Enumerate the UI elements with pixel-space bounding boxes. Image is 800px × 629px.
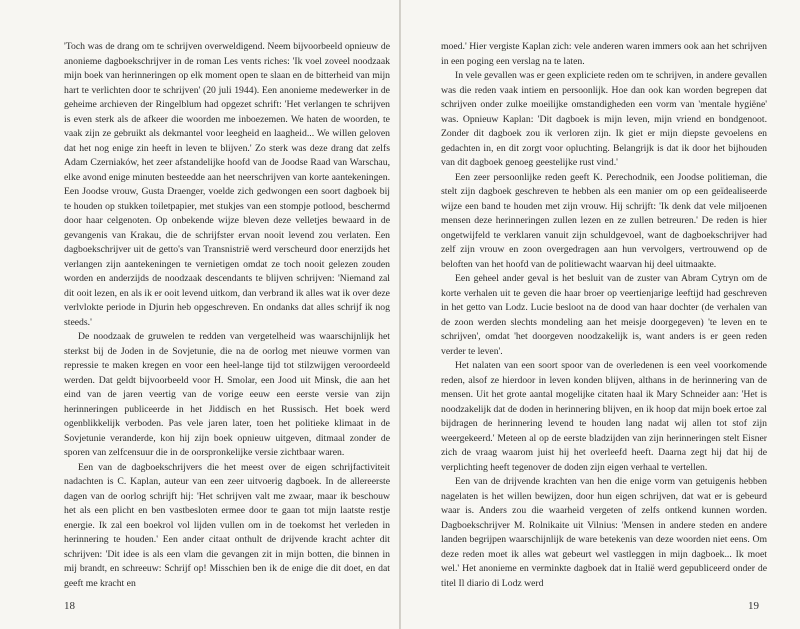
right-page-number: 19 <box>748 600 759 612</box>
right-paragraph-4: Een geheel ander geval is het besluit van de zuster van Abram Cytryn om de korte verhalen uit te geven die haar broer op veertienjarige leeftijd had geschreven in het getto van Lodz. Lucie besloot na de dood van haar dochter (de verhalen van de zoon werden slechts mondeling aan het meisje doorgegeven) 'te leven en te schrijven', omdat 'het doorgeven noodzakelijk is, want anders is er geen reden verder te leven'. <box>441 273 767 357</box>
left-page-number: 18 <box>64 600 75 612</box>
right-paragraph-6: Een van de drijvende krachten van hen die enige vorm van getuigenis hebben nagelaten is het willen bewijzen, door hun eigen schrijven, dat wat er is gebeurd waar is. Anders zou die waarheid vergeten of zelfs ontkend kunnen worden. Dagboekschrijver M. Rolnikaite uit Vilnius: 'Mensen in andere steden en andere landen begrijpen waarschijnlijk de ware betekenis van deze woorden niet eens. Om deze reden moet ik alles wat gebeurt wel vastleggen in mijn dagboek... Ik moet wel.' Het anonieme en verminkte dagboek dat in Italië werd gepubliceerd onder de titel Il diario di Lodz werd <box>441 476 767 589</box>
left-page <box>64 40 390 591</box>
book-gutter <box>399 0 401 629</box>
right-paragraph-2: In vele gevallen was er geen expliciete reden om te schrijven, in andere gevallen was die reden vaak intiem en persoonlijk. Hoe dan ook kan worden begrepen dat schrijven onder zulke moeilijke omstandigheden een vorm van 'mentale hygiëne' was. Opnieuw Kaplan: 'Dit dagboek is mijn leven, mijn vriend en bondgenoot. Zonder dit dagboek zou ik verloren zijn. Ik giet er mijn diepste gevoelens en gedachten in, en dit zorgt voor opluchting. Belangrijk is dat ik door het bijhouden van dit dagboek genoeg geestelijke rust vind.' <box>441 70 768 168</box>
left-paragraph-3: Een van de dagboekschrijvers die het meest over de eigen schrijfactiviteit nadachten is C. Kaplan, auteur van een zeer uitvoerig dagboek. In de allereerste dagen van de oorlog schrijft hij: 'Het schrijven valt me zwaar, maar ik beschouw het als een plicht en ben vastbesloten ermee door te gaan tot mijn laatste restje energie. Ik zal een boekrol vol lijden vullen om in de toekomst het verleden in herinnering te houden.' Een ander citaat onthult de drijvende kracht achter dit schrijven: 'Dit idee is als een vlam die gevangen zit in mijn botten, die binnen in mij brandt, en schreeuw: Schrijf op! Misschien ben ik de enige die dit doet, en dat geeft me kracht en <box>64 461 390 589</box>
left-paragraph-2: De noodzaak de gruwelen te redden van vergetelheid was waarschijnlijk het sterkst bij de Joden in de Sovjetunie, die na de oorlog met nieuwe vormen van repressie te maken kregen en voor een heel-lange tijd tot stilzwijgen veroordeeld werden. Dat geldt bijvoorbeeld voor H. Smolar, een Jood uit Minsk, die aan het eind van de jaren veertig van de vorige eeuw een eerste versie van zijn herinneringen publiceerde in het Jiddisch en het Russisch. Het boek werd ogenblikkelijk verboden. Pas vele jaren later, toen het politieke klimaat in de Sovjetunie veranderde, kon hij zijn boek opnieuw uitgeven, ditmaal zonder de sporen van zelfcensuur die in de oorspronkelijke versie zichtbaar waren. <box>64 331 390 458</box>
left-paragraph-1: 'Toch was de drang om te schrijven overweldigend. Neem bijvoorbeeld opnieuw de anonieme dagboekschrijver in de roman Les vents riches: 'Ik voel zoveel noodzaak mijn boek van herinneringen op elk moment open te slaan en de bitterheid van mijn hart te verlichten door te schrijven' (20 juli 1944). Een anonieme medewerker in de geheime archieven der Ringelblum had opgezet schrift: 'Het verlangen te schrijven is even sterk als de afkeer die woorden me inboezemen. We haten de woorden, te vaak zijn ze gebruikt als dekmantel voor leegheid en laagheid... We willen geloven dat het nog enige zin heeft in leven te blijven.' Zo sterk was deze drang dat zelfs Adam Czerniaków, het zeer afstandelijke hoofd van de Joodse Raad van Warschau, elke avond enige minuten besteedde aan het neerschrijven van korte aantekeningen. Een Joodse vrouw, Gusta Draenger, voelde zich gedwongen een soort dagboek bij te houden op stukken toiletpapier, met stukjes van een stompje potlood, beschermd door haar celgenoten. Op onbekende wijze bleven deze velletjes bewaard in de gevangenis van Krakau, die de schrijfster ervan nooit levend zou verlaten. Een dagboekschrijver uit de getto's van Transnistrië werd verscheurd door enerzijds het verlangen zijn aantekeningen te vernietigen omdat ze toch nooit gelezen zouden worden en anderzijds de noodzaak descendants te blijven schrijven: 'Niemand zal dit ooit lezen, en als ik er ooit levend uitkom, dan verbrand ik alles wat ik over deze verlvlokte periode in Djurin heb opgeschreven. En ondanks dat alles schrijf ik nog steeds.' <box>64 41 390 328</box>
right-paragraph-1: moed.' Hier vergiste Kaplan zich: vele anderen waren immers ook aan het schrijven in een poging een verslag na te laten. <box>441 41 767 67</box>
right-page <box>441 40 767 591</box>
right-paragraph-3: Een zeer persoonlijke reden geeft K. Perechodnik, een Joodse politieman, die stelt zijn dagboek geschreven te hebben als een manier om op een geïdealiseerde wijze een band te houden met zijn vrouw. Hij schrijft: 'Ik denk dat vele miljoenen mensen deze herinneringen zullen lezen en ze zullen betreuren.' De reden is hier ongetwijfeld te verklaren vanuit zijn schuldgevoel, want de dagboekschrijver had zelf zijn vrouw en zoon overgedragen aan hun vervolgers, vertrouwend op de beloften van het hoofd van de politiewacht waarvan hij deel uitmaakte. <box>441 171 767 270</box>
right-paragraph-5: Het nalaten van een soort spoor van de overledenen is een veel voorkomende reden, alsof ze hierdoor in leven konden blijven, althans in de herinnering van de mensen. Uit het grote aantal mogelijke citaten haal ik Mary Schneider aan: 'Het is noodzakelijk dat de doden in herinnering blijven, en ik hoop dat mijn boek ertoe zal bijdragen de herinnering levend te houden lang nadat wij allen tot stof zijn weergekeerd.' Meteen al op de eerste bladzijden van zijn herinneringen stelt Eisner zich de vraag waarom juist hij het overleefd heeft. Daarna zegt hij dat hij de verplichting heeft tegenover de doden zijn eigen verhaal te vertellen. <box>441 360 767 473</box>
